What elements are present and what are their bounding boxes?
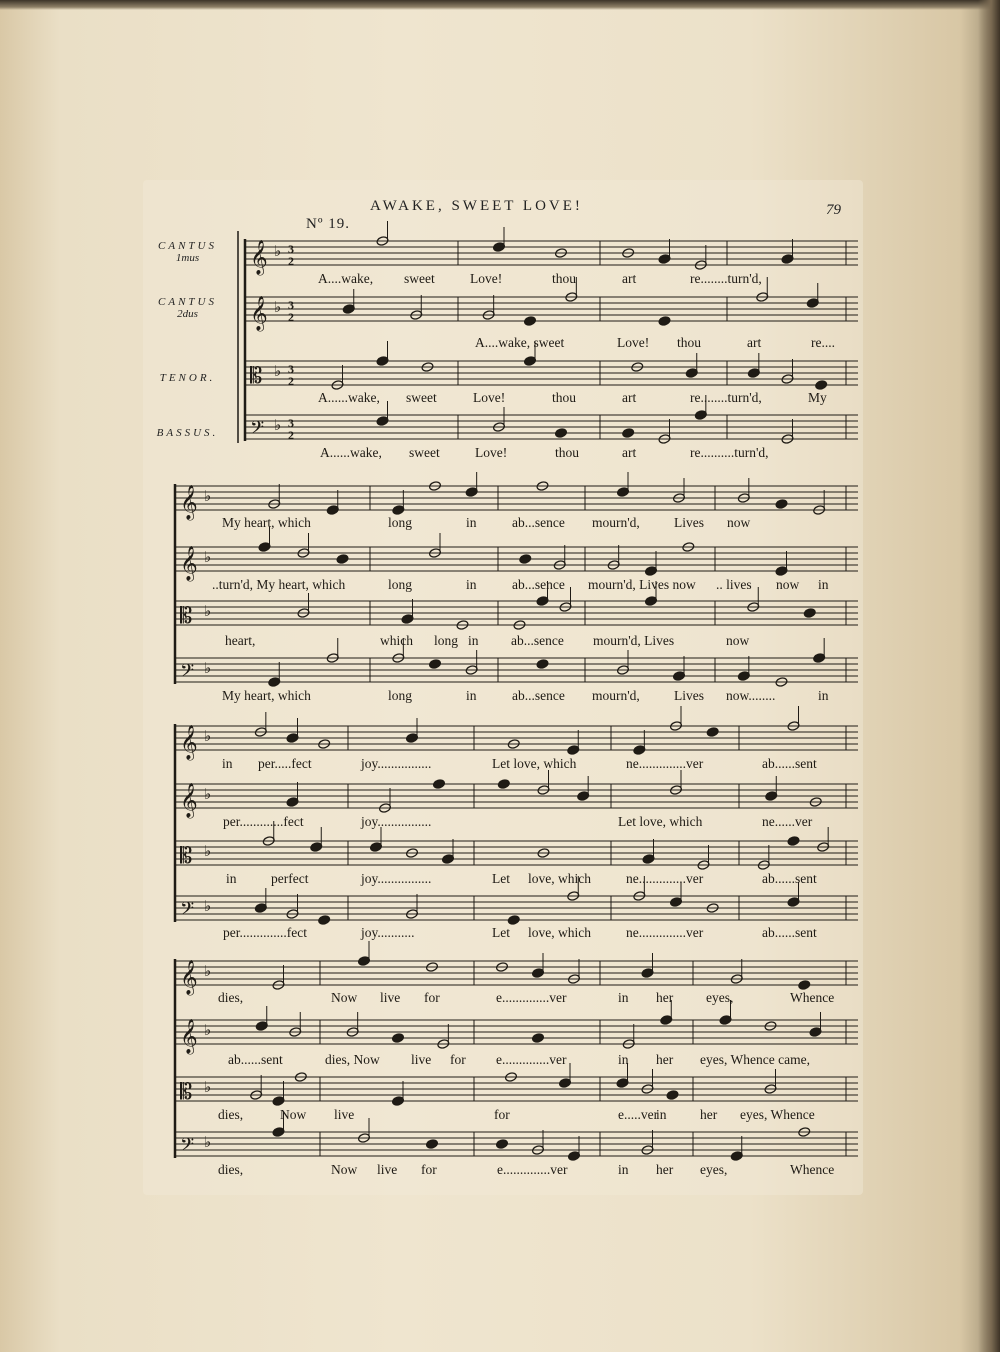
- note-head: [524, 316, 537, 327]
- lyric-syllable: ab......sent: [762, 871, 817, 886]
- flat-icon: ♭: [204, 962, 212, 980]
- treble-clef-icon: 𝄞: [180, 725, 198, 760]
- lyric-syllable: e..............ver: [496, 990, 567, 1005]
- lyric-syllable: joy................: [361, 814, 432, 829]
- note-head: [255, 1021, 268, 1032]
- lyric-syllable: re........turn'd,: [690, 271, 762, 286]
- note-head: [254, 903, 267, 914]
- voice-sub: 1mus: [175, 252, 200, 264]
- lyric-syllable: live: [377, 1162, 398, 1177]
- flat-icon: ♭: [204, 727, 212, 745]
- lyric-syllable: e..............ver: [496, 1052, 567, 1067]
- lyric-syllable: Whence: [790, 990, 835, 1005]
- lyric-syllable: re....: [811, 335, 835, 350]
- voice-name: BASSUS.: [156, 427, 219, 439]
- lyric-syllable: perfect: [271, 871, 309, 886]
- lyric-syllable: re........turn'd,: [690, 390, 762, 405]
- time-signature: 2: [288, 254, 294, 268]
- note-head: [326, 505, 339, 516]
- lyric-syllable: in: [466, 515, 477, 530]
- lyric-syllable: Lives: [674, 515, 704, 530]
- note-head: [376, 356, 389, 367]
- time-signature: 2: [288, 310, 294, 324]
- lyric-syllable: now........: [726, 688, 776, 703]
- note-head: [376, 416, 389, 427]
- treble-clef-icon: 𝄞: [180, 960, 198, 995]
- lyric-syllable: in: [818, 688, 829, 703]
- tenor-clef-icon: 𝄡: [180, 1080, 193, 1105]
- note-head: [641, 968, 654, 979]
- lyric-syllable: eyes,: [706, 990, 734, 1005]
- lyric-syllable: Love!: [473, 390, 506, 405]
- flat-icon: ♭: [274, 242, 282, 260]
- note-head: [616, 1078, 629, 1089]
- lyric-syllable: art: [747, 335, 762, 350]
- lyric-syllable: for: [421, 1162, 437, 1177]
- time-signature: 3: [288, 362, 294, 376]
- lyric-syllable: A......wake,: [320, 445, 382, 460]
- note-head: [642, 854, 655, 865]
- lyric-syllable: e.....ver: [618, 1107, 659, 1122]
- note-head: [577, 791, 590, 802]
- note-head: [406, 733, 419, 744]
- lyric-syllable: sweet: [409, 445, 440, 460]
- note-head: [433, 779, 446, 790]
- lyric-syllable: re..........turn'd,: [690, 445, 769, 460]
- lyric-syllable: ab...sence: [512, 577, 565, 592]
- lyric-syllable: live: [380, 990, 401, 1005]
- lyric-syllable: art: [622, 271, 637, 286]
- lyric-syllable: Let: [492, 871, 510, 886]
- flat-icon: ♭: [204, 602, 212, 620]
- flat-icon: ♭: [274, 416, 282, 434]
- lyric-syllable: art: [622, 390, 637, 405]
- bass-clef-icon: 𝄢: [180, 1135, 195, 1160]
- lyric-syllable: for: [424, 990, 440, 1005]
- treble-clef-icon: 𝄞: [180, 485, 198, 520]
- note-head: [532, 1033, 545, 1044]
- lyric-syllable: long: [388, 577, 413, 592]
- note-head: [342, 304, 355, 315]
- lyric-syllable: thou: [552, 390, 577, 405]
- lyric-syllable: Now: [280, 1107, 307, 1122]
- note-head: [633, 745, 646, 756]
- lyric-syllable: Love!: [617, 335, 650, 350]
- time-signature: 3: [288, 242, 294, 256]
- page-number: 79: [826, 202, 841, 218]
- lyric-syllable: dies,: [218, 1107, 244, 1122]
- note-head: [787, 897, 800, 908]
- note-head: [497, 779, 510, 790]
- lyric-syllable: eyes,: [700, 1162, 728, 1177]
- note-head: [737, 671, 750, 682]
- lyric-syllable: for: [494, 1107, 510, 1122]
- lyric-syllable: eyes, Whence: [740, 1107, 815, 1122]
- lyric-syllable: now: [776, 577, 800, 592]
- note-head: [806, 298, 819, 309]
- lyric-syllable: in: [618, 1052, 629, 1067]
- lyric-syllable: love, which: [528, 871, 591, 886]
- note-head: [719, 1015, 732, 1026]
- voice-sub: 2dus: [177, 308, 198, 320]
- lyric-syllable: now: [726, 633, 750, 648]
- lyric-syllable: A......wake,: [318, 390, 380, 405]
- flat-icon: ♭: [204, 1021, 212, 1039]
- flat-icon: ♭: [274, 298, 282, 316]
- note-head: [465, 487, 478, 498]
- lyric-syllable: now: [727, 515, 751, 530]
- lyric-syllable: Let love, which: [618, 814, 703, 829]
- lyric-syllable: in: [818, 577, 829, 592]
- flat-icon: ♭: [204, 842, 212, 860]
- flat-icon: ♭: [204, 785, 212, 803]
- note-head: [401, 614, 414, 625]
- lyric-syllable: in: [656, 1107, 667, 1122]
- note-head: [670, 897, 683, 908]
- note-head: [673, 671, 686, 682]
- lyric-syllable: dies, Now: [325, 1052, 380, 1067]
- lyric-syllable: ne..............ver: [626, 756, 704, 771]
- lyric-syllable: long: [434, 633, 459, 648]
- lyric-syllable: ab......sent: [228, 1052, 283, 1067]
- note-head: [706, 727, 719, 738]
- note-head: [813, 653, 826, 664]
- lyric-syllable: mourn'd,: [592, 688, 640, 703]
- note-head: [747, 368, 760, 379]
- voice-name: CANTUS: [158, 240, 217, 252]
- note-head: [775, 566, 788, 577]
- note-head: [660, 1015, 673, 1026]
- note-head: [645, 596, 658, 607]
- lyric-syllable: ne......ver: [762, 814, 813, 829]
- lyric-syllable: per.............fect: [223, 814, 304, 829]
- note-head: [370, 842, 383, 853]
- lyric-syllable: A....wake, sweet: [475, 335, 565, 350]
- lyric-syllable: her: [656, 990, 674, 1005]
- lyric-syllable: in: [226, 871, 237, 886]
- note-head: [442, 854, 455, 865]
- lyric-syllable: mourn'd, Lives: [593, 633, 675, 648]
- lyric-syllable: in: [222, 756, 233, 771]
- note-head: [765, 791, 778, 802]
- lyric-syllable: My: [808, 390, 827, 405]
- note-head: [730, 1151, 743, 1162]
- lyric-syllable: art: [622, 445, 637, 460]
- lyric-syllable: sweet: [406, 390, 437, 405]
- lyric-syllable: sweet: [404, 271, 435, 286]
- time-signature: 3: [288, 298, 294, 312]
- note-head: [496, 1139, 509, 1150]
- note-head: [798, 980, 811, 991]
- note-head: [507, 915, 520, 926]
- note-head: [775, 499, 788, 510]
- note-head: [645, 566, 658, 577]
- lyric-syllable: ne..............ver: [626, 925, 704, 940]
- lyric-syllable: per..............fect: [223, 925, 307, 940]
- lyric-syllable: My heart, which: [222, 688, 311, 703]
- note-head: [685, 368, 698, 379]
- lyric-syllable: ab......sent: [762, 925, 817, 940]
- note-head: [559, 1078, 572, 1089]
- flat-icon: ♭: [274, 362, 282, 380]
- lyric-syllable: ab...sence: [512, 515, 565, 530]
- treble-clef-icon: 𝄞: [180, 1019, 198, 1054]
- lyric-syllable: My heart, which: [222, 515, 311, 530]
- note-head: [336, 554, 349, 565]
- note-head: [493, 242, 506, 253]
- note-head: [617, 487, 630, 498]
- note-head: [318, 915, 331, 926]
- note-head: [258, 542, 271, 553]
- lyric-syllable: in: [618, 990, 629, 1005]
- note-head: [694, 410, 707, 421]
- lyric-syllable: live: [411, 1052, 432, 1067]
- note-head: [658, 254, 671, 265]
- note-head: [286, 733, 299, 744]
- note-head: [310, 842, 323, 853]
- time-signature: 2: [288, 374, 294, 388]
- lyric-syllable: thou: [555, 445, 580, 460]
- lyric-syllable: Lives: [674, 688, 704, 703]
- note-head: [268, 677, 281, 688]
- lyric-syllable: in: [466, 577, 477, 592]
- lyric-syllable: long: [388, 688, 413, 703]
- note-head: [809, 1027, 822, 1038]
- note-head: [519, 554, 532, 565]
- lyric-syllable: eyes, Whence came,: [700, 1052, 810, 1067]
- note-head: [358, 956, 371, 967]
- lyric-syllable: love, which: [528, 925, 591, 940]
- treble-clef-icon: 𝄞: [250, 296, 268, 331]
- lyric-syllable: Now: [331, 1162, 358, 1177]
- lyric-syllable: Love!: [475, 445, 508, 460]
- note-head: [568, 1151, 581, 1162]
- tenor-clef-icon: 𝄡: [250, 364, 263, 389]
- lyric-syllable: e..............ver: [497, 1162, 568, 1177]
- note-head: [272, 1127, 285, 1138]
- lyric-syllable: thou: [552, 271, 577, 286]
- note-head: [536, 659, 549, 670]
- flat-icon: ♭: [204, 897, 212, 915]
- lyric-syllable: ab...sence: [512, 688, 565, 703]
- bass-clef-icon: 𝄢: [250, 418, 265, 443]
- lyric-syllable: ab...sence: [511, 633, 564, 648]
- note-head: [392, 1033, 405, 1044]
- lyric-syllable: ..turn'd, My heart, which: [212, 577, 346, 592]
- note-head: [524, 356, 537, 367]
- tenor-clef-icon: 𝄡: [180, 844, 193, 869]
- lyric-syllable: ne..............ver: [626, 871, 704, 886]
- flat-icon: ♭: [204, 1133, 212, 1151]
- lyric-syllable: A....wake,: [318, 271, 374, 286]
- lyric-syllable: her: [656, 1052, 674, 1067]
- lyric-syllable: mourn'd,: [592, 515, 640, 530]
- lyric-syllable: in: [466, 688, 477, 703]
- lyric-syllable: in: [468, 633, 479, 648]
- lyric-syllable: her: [700, 1107, 718, 1122]
- lyric-syllable: dies,: [218, 990, 244, 1005]
- note-head: [787, 836, 800, 847]
- lyric-syllable: per.....fect: [258, 756, 312, 771]
- note-head: [567, 745, 580, 756]
- note-head: [815, 380, 828, 391]
- lyric-syllable: Whence: [790, 1162, 835, 1177]
- flat-icon: ♭: [204, 487, 212, 505]
- lyric-syllable: which: [380, 633, 413, 648]
- flat-icon: ♭: [204, 548, 212, 566]
- bass-clef-icon: 𝄢: [180, 661, 195, 686]
- lyric-syllable: mourn'd, Lives now: [588, 577, 696, 592]
- note-head: [622, 428, 635, 439]
- note-head: [392, 505, 405, 516]
- lyric-syllable: long: [388, 515, 413, 530]
- note-head: [426, 1139, 439, 1150]
- lyric-syllable: joy...........: [361, 925, 415, 940]
- lyric-syllable: heart,: [225, 633, 256, 648]
- tenor-clef-icon: 𝄡: [180, 604, 193, 629]
- lyric-syllable: thou: [677, 335, 702, 350]
- note-head: [803, 608, 816, 619]
- lyric-syllable: in: [618, 1162, 629, 1177]
- lyric-syllable: dies,: [218, 1162, 244, 1177]
- note-head: [392, 1096, 405, 1107]
- bass-clef-icon: 𝄢: [180, 899, 195, 924]
- note-head: [536, 596, 549, 607]
- lyric-syllable: Let: [492, 925, 510, 940]
- note-head: [781, 254, 794, 265]
- lyric-syllable: joy................: [361, 871, 432, 886]
- treble-clef-icon: 𝄞: [250, 240, 268, 275]
- lyric-syllable: .. lives: [716, 577, 752, 592]
- note-head: [532, 968, 545, 979]
- note-head: [429, 659, 442, 670]
- voice-name: TENOR.: [159, 372, 216, 384]
- song-title: AWAKE, SWEET LOVE!: [370, 198, 583, 214]
- time-signature: 2: [288, 428, 294, 442]
- note-head: [658, 316, 671, 327]
- note-head: [272, 1096, 285, 1107]
- lyric-syllable: joy................: [361, 756, 432, 771]
- lyric-syllable: live: [334, 1107, 355, 1122]
- lyric-syllable: ab......sent: [762, 756, 817, 771]
- flat-icon: ♭: [204, 1078, 212, 1096]
- treble-clef-icon: 𝄞: [180, 546, 198, 581]
- note-head: [286, 797, 299, 808]
- lyric-syllable: Now: [331, 990, 358, 1005]
- voice-name: CANTUS: [158, 296, 217, 308]
- note-head: [555, 428, 568, 439]
- lyric-syllable: Let love, which: [492, 756, 577, 771]
- flat-icon: ♭: [204, 659, 212, 677]
- lyric-syllable: Love!: [470, 271, 503, 286]
- note-head: [666, 1090, 679, 1101]
- time-signature: 3: [288, 416, 294, 430]
- lyric-syllable: for: [450, 1052, 466, 1067]
- piece-number: Nº 19.: [306, 216, 350, 232]
- lyric-syllable: her: [656, 1162, 674, 1177]
- treble-clef-icon: 𝄞: [180, 783, 198, 818]
